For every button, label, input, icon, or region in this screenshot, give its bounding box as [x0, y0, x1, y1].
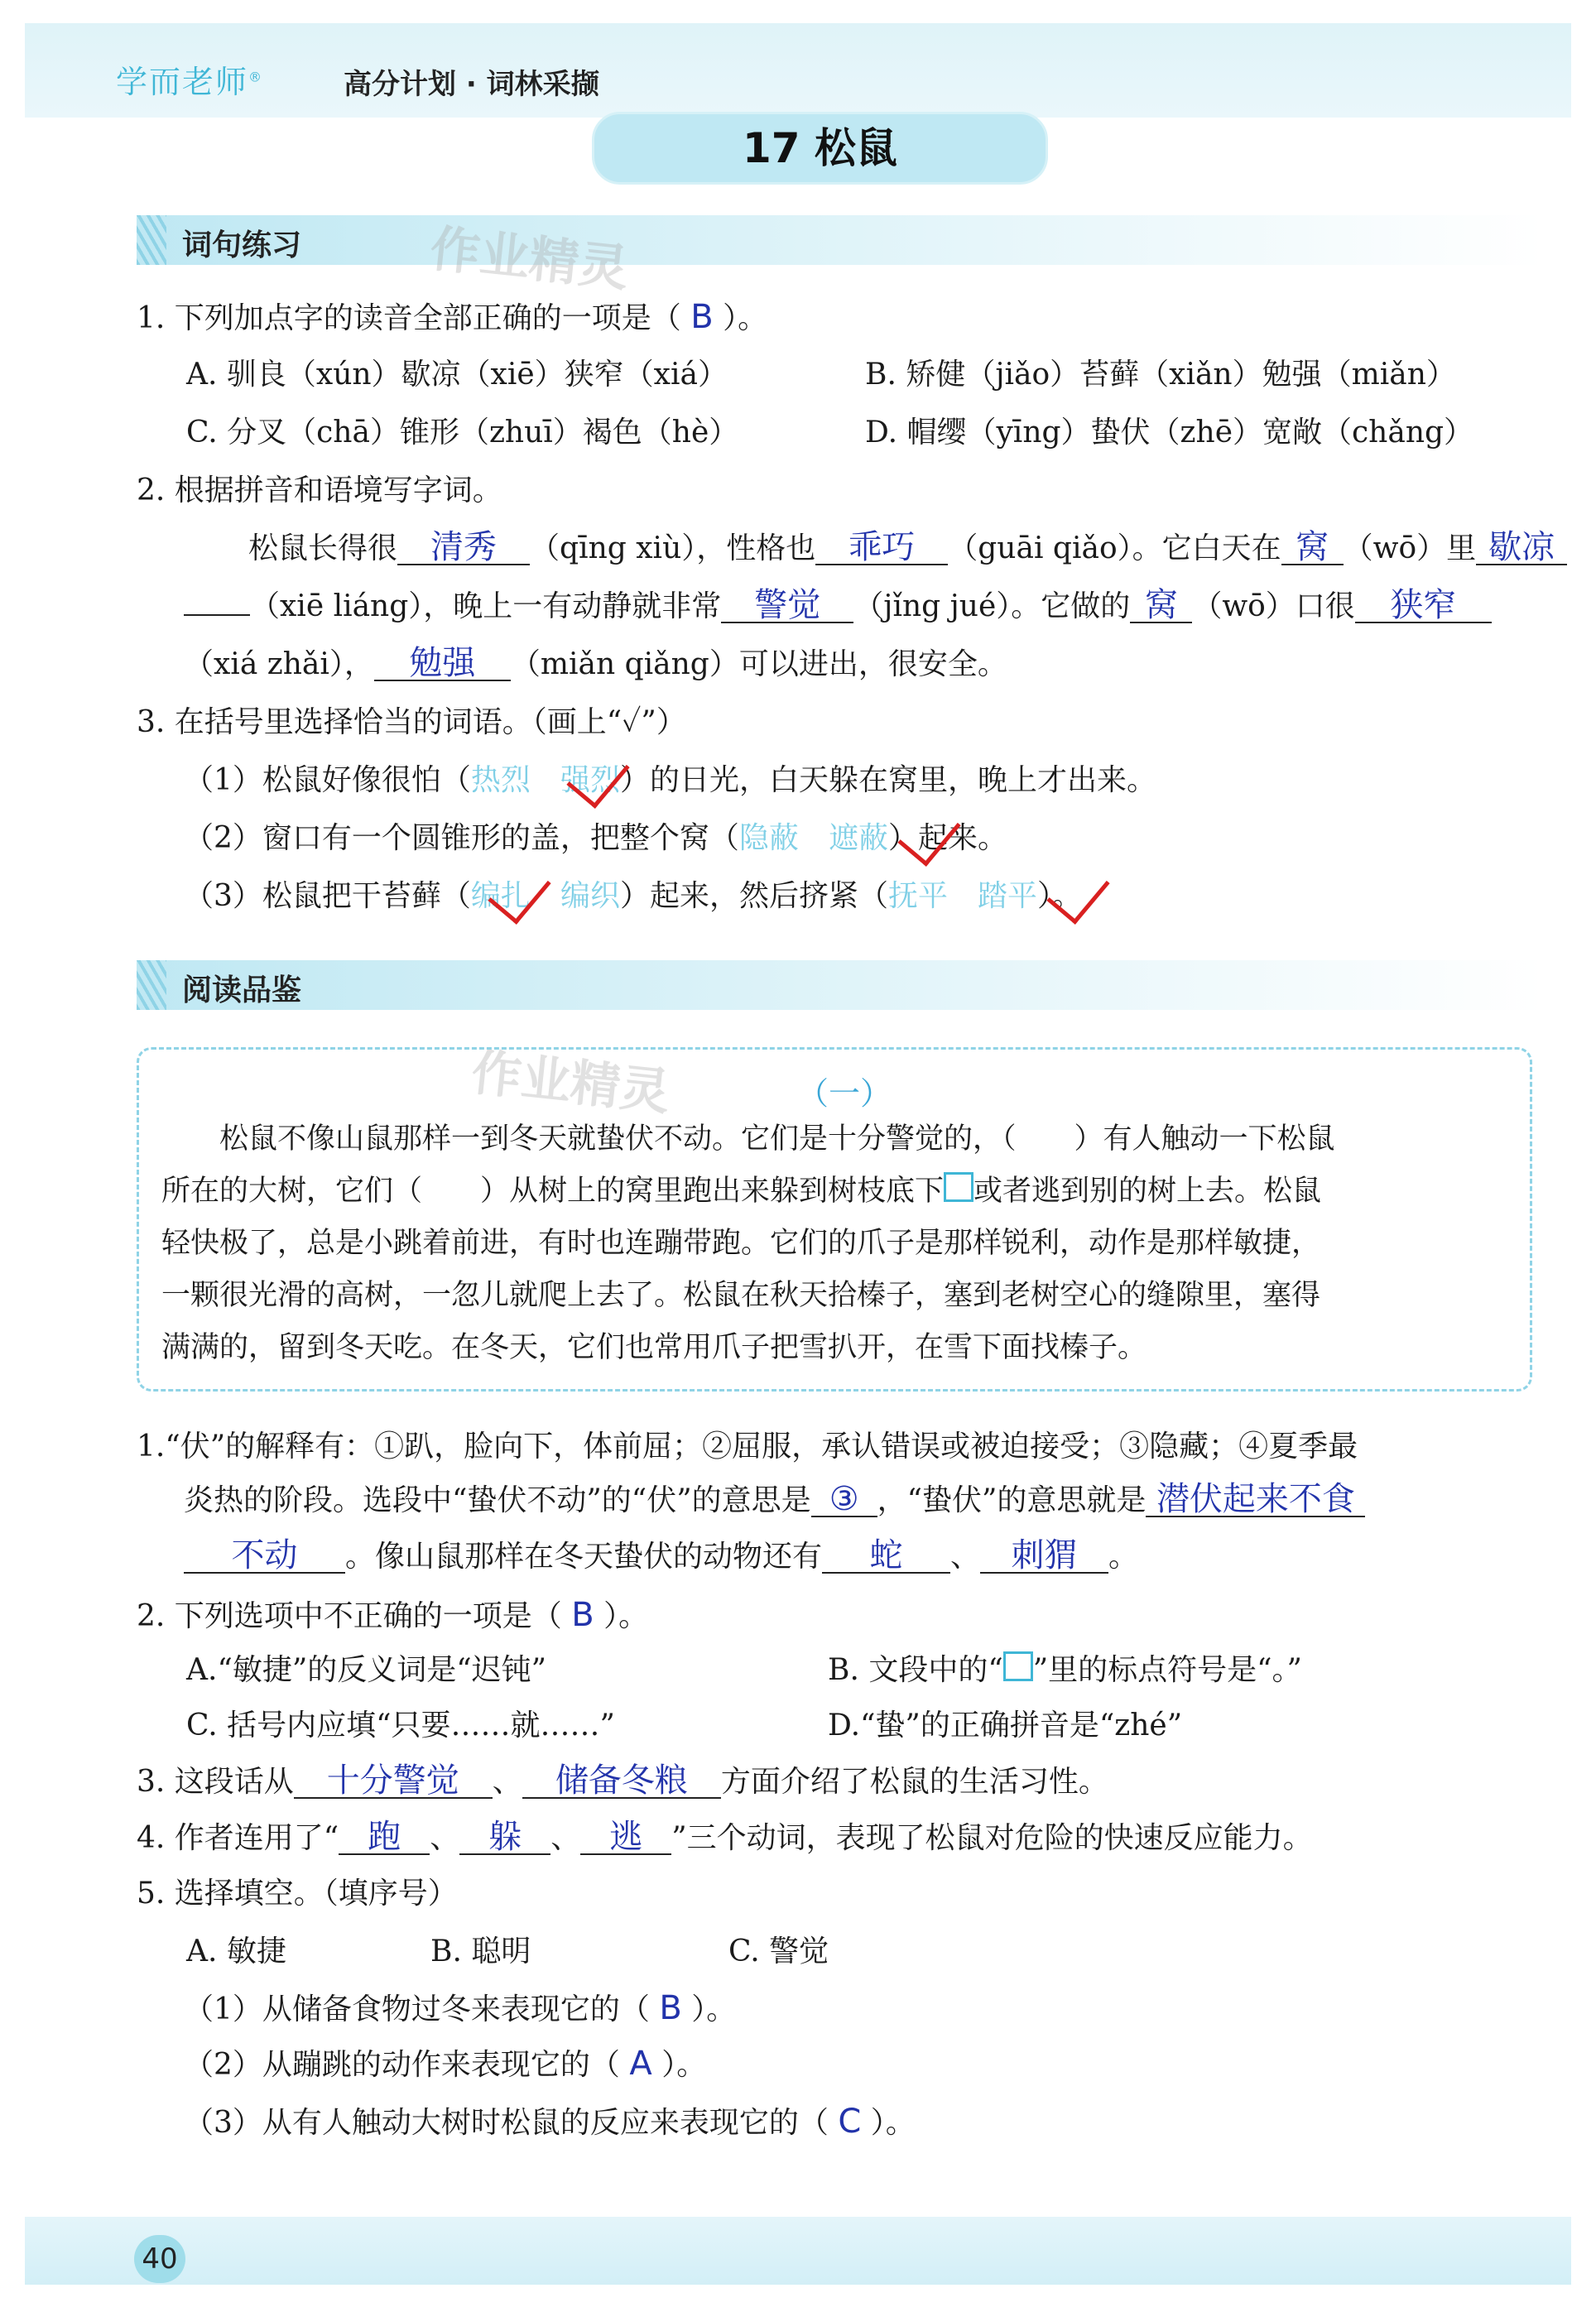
- r4-line: 4. 作者连用了“ 跑 、 躲 、 逃 ”三个动词，表现了松鼠对危险的快速反应能力。: [137, 1818, 1313, 1856]
- watermark: 作业精灵: [427, 219, 632, 299]
- q1-option-a: A. 驯良（xún）歇凉（xiē）狭窄（xiá）: [186, 358, 728, 392]
- q2-blank: 窝: [1281, 531, 1344, 565]
- q3-item2: （2）窗口有一个圆锥形的盖，把整个窝（隐蔽 遮蔽）起来。: [184, 821, 1007, 855]
- section-header-practice: [137, 215, 1544, 265]
- q1-answer: B: [690, 298, 714, 336]
- passage-title: （一）: [797, 1075, 892, 1112]
- r1-blank: 蛇: [822, 1539, 950, 1574]
- q2-line2: （xiē liáng），晚上一有动静就非常 警觉 （jǐng jué）。它做的 窝 （wō）口很 狭窄: [184, 588, 1492, 626]
- punctuation-box: [944, 1172, 973, 1202]
- q1-option-d: D. 帽缨（yīng）蛰伏（zhē）宽敞（chǎng）: [865, 416, 1474, 449]
- passage-text: 松鼠不像山鼠那样一到冬天就蛰伏不动。它们是十分警觉的，（ ）有人触动一下松鼠 所在的大树，它们（ ）从树上的窝里跑出来躲到树枝底下 或者逃到别的树上去。松鼠 轻快极了，总是小跳着前进，有时也连蹦带跑。它们的爪子是那样锐利，动作是那样敏捷， 一颗很光滑的高树，一忽儿就爬上去了。松鼠在秋天拾榛子，塞到老树空心的缝隙里，塞得 满满的，留到冬天吃。在冬天，它们也常用爪子把雪扒开，在雪下面找榛子。: [161, 1122, 1335, 1364]
- section-title: 阅读品鉴: [182, 973, 302, 1007]
- r2-stem: 2. 下列选项中不正确的一项是（ B ）。: [137, 1596, 649, 1634]
- r5-option-b: B. 聪明: [430, 1935, 531, 1968]
- q2-line3: （xiá zhǎi）， 勉强 （miǎn qiǎng）可以进出，很安全。: [184, 644, 1007, 682]
- page-number: 40: [134, 2235, 185, 2283]
- lesson-title: 17 松鼠: [592, 112, 1048, 185]
- r1-blank: 潜伏起来不食: [1146, 1483, 1365, 1517]
- r5-item2: （2）从蹦跳的动作来表现它的（ A ）。: [184, 2045, 707, 2083]
- r1-line2: 炎热的阶段。选段中“蛰伏不动”的“伏”的意思是 ③ ，“蛰伏”的意思就是 潜伏起来不食: [184, 1482, 1365, 1520]
- r5-stem: 5. 选择填空。（填序号）: [137, 1877, 458, 1911]
- watermark: 作业精灵: [469, 1043, 673, 1122]
- q3-stem: 3. 在括号里选择恰当的词语。（画上“✓”）: [137, 705, 686, 739]
- q1-stem: 1. 下列加点字的读音全部正确的一项是（ B ）。: [137, 298, 768, 336]
- r5-item3: （3）从有人触动大树时松鼠的反应来表现它的（ C ）。: [184, 2103, 916, 2141]
- r2-option-a: A.“敏捷”的反义词是“迟钝”: [186, 1653, 547, 1687]
- q2-blank: 乖巧: [815, 531, 948, 565]
- r5-option-c: C. 警觉: [728, 1935, 829, 1968]
- r1-blank: 不动: [184, 1539, 345, 1574]
- q1-option-c: C. 分叉（chā）锥形（zhuī）褐色（hè）: [186, 416, 739, 449]
- r2-option-c: C. 括号内应填“只要……就……”: [186, 1709, 615, 1742]
- q2-blank: 窝: [1130, 589, 1192, 623]
- q2-line1: 松鼠长得很 清秀 （qīng xiù），性格也 乖巧 （guāi qiǎo）。它白天在 窝 （wō）里 歇凉: [248, 530, 1567, 568]
- q2-blank: 狭窄: [1355, 589, 1492, 623]
- q2-blank: 警觉: [721, 589, 853, 623]
- r2-option-d: D.“蛰”的正确拼音是“zhé”: [828, 1709, 1183, 1742]
- r2-option-b: B. 文段中的“ ”里的标点符号是“。”: [828, 1653, 1302, 1687]
- q2-blank: 清秀: [397, 531, 530, 565]
- brand-logo: 学而老师®: [116, 64, 264, 100]
- q3-item1: （1）松鼠好像很怕（热烈 强烈）的日光，白天躲在窝里，晚上才出来。: [184, 763, 1156, 797]
- r1-blank: 刺猬: [980, 1539, 1108, 1574]
- r5-option-a: A. 敏捷: [186, 1935, 286, 1968]
- r1-line3: 不动 。像山鼠那样在冬天蛰伏的动物还有 蛇 、 刺猬 。: [184, 1538, 1138, 1576]
- series-title: 高分计划 · 词林采撷: [344, 68, 599, 101]
- q2-blank: 勉强: [374, 646, 511, 681]
- r3-line: 3. 这段话从 十分警觉 、 储备冬粮 方面介绍了松鼠的生活习性。: [137, 1762, 1108, 1800]
- footer-band: [25, 2217, 1571, 2285]
- q2-blank: 歇凉: [1476, 531, 1567, 565]
- q2-stem: 2. 根据拼音和语境写字词。: [137, 473, 502, 507]
- r1-line1: 1.“伏”的解释有：①趴，脸向下，体前屈；②屈服，承认错误或被迫接受；③隐藏；④夏季最: [137, 1430, 1358, 1464]
- q1-option-b: B. 矫健（jiǎo）苔藓（xiǎn）勉强（miǎn）: [865, 358, 1456, 392]
- section-title: 词句练习: [182, 228, 302, 262]
- section-header-reading: [137, 960, 1544, 1010]
- r5-item1: （1）从储备食物过冬来表现它的（ B ）。: [184, 1989, 737, 2027]
- q2-blank: [184, 614, 250, 616]
- q3-item3: （3）松鼠把干苔藓（编扎 编织）起来，然后挤紧（抚平 踏平）。: [184, 879, 1083, 913]
- r1-blank: ③: [811, 1483, 877, 1517]
